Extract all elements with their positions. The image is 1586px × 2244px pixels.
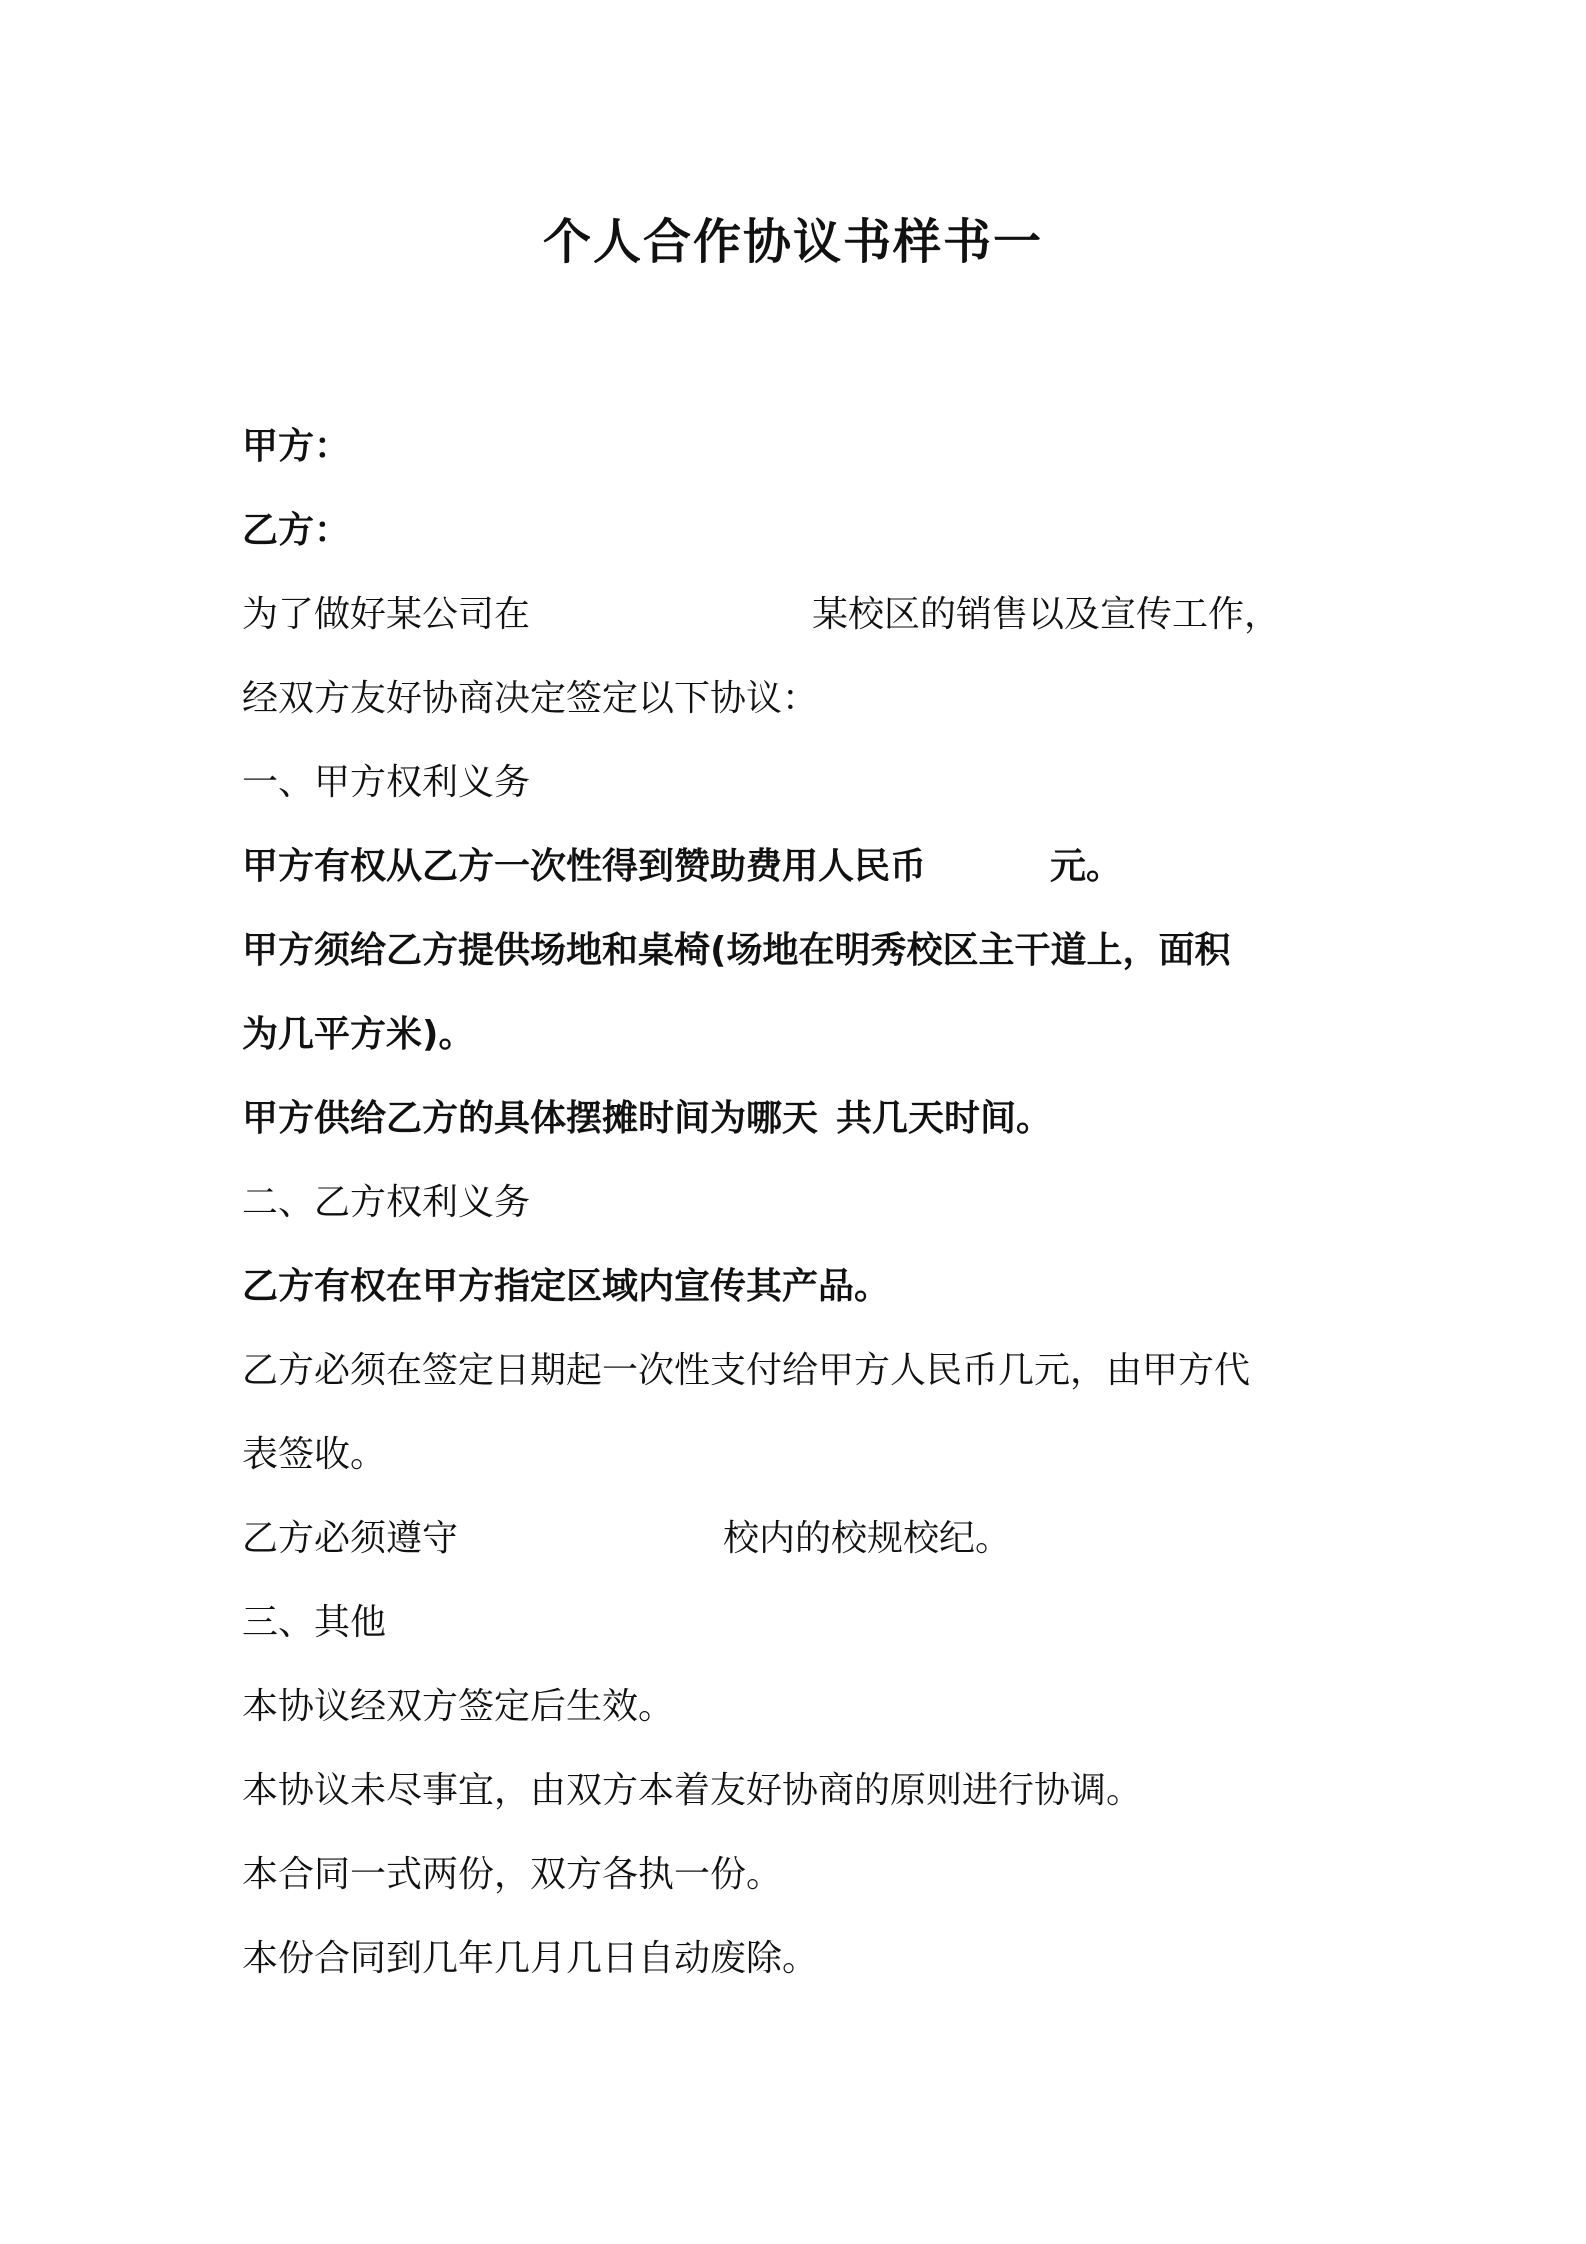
document-title: 个人合作协议书样书一: [542, 214, 1043, 270]
section-3-heading: 三、其他: [242, 1602, 387, 1643]
section-1-clause-1: [242, 825, 1362, 909]
clause-text-start: 甲方有权从乙方一次性得到赞助费用人民币: [242, 846, 927, 887]
section-1-heading: 一、甲方权利义务: [242, 762, 531, 803]
section-3-clause-2: 本协议未尽事宜，由双方本着友好协商的原则进行协调。: [242, 1770, 1143, 1811]
section-3-clause-3: 本合同一式两份，双方各执一份。: [242, 1854, 783, 1895]
intro-line-2: 经双方友好协商决定签定以下协议：: [242, 678, 819, 719]
party-b-label: 乙方：: [242, 510, 351, 551]
section-2-clause-3: [242, 1497, 1362, 1581]
section-2-clause-2-line-1: 乙方必须在签定日期起一次性支付给甲方人民币几元，由甲方代: [242, 1350, 1251, 1391]
clause-text-end: 共几天时间。: [836, 1098, 1053, 1139]
clause-text-end: 元。: [1050, 846, 1123, 887]
section-2-clause-1: 乙方有权在甲方指定区域内宣传其产品。: [242, 1266, 891, 1307]
section-1-clause-2-line-1: 甲方须给乙方提供场地和桌椅(场地在明秀校区主干道上，面积: [242, 930, 1231, 971]
party-a-label: 甲方：: [242, 426, 351, 467]
clause-text-end: 校内的校规校纪。: [723, 1518, 1012, 1559]
section-3-clause-4: 本份合同到几年几月几日自动废除。: [242, 1938, 819, 1979]
clause-text-start: 乙方必须遵守: [242, 1518, 459, 1559]
document-body: [242, 405, 1362, 2001]
intro-text-end: 某校区的销售以及宣传工作，: [812, 594, 1281, 635]
section-2-heading: 二、乙方权利义务: [242, 1182, 531, 1223]
section-2-clause-2-line-2: 表签收。: [242, 1434, 387, 1475]
section-3-clause-1: 本协议经双方签定后生效。: [242, 1686, 675, 1727]
intro-text-start: 为了做好某公司在: [242, 594, 531, 635]
section-1-clause-2-line-2: 为几平方米)。: [242, 1014, 475, 1055]
clause-text-start: 甲方供给乙方的具体摆摊时间为哪天: [242, 1098, 819, 1139]
intro-line-1: [242, 573, 1362, 657]
section-1-clause-3: [242, 1077, 1362, 1161]
